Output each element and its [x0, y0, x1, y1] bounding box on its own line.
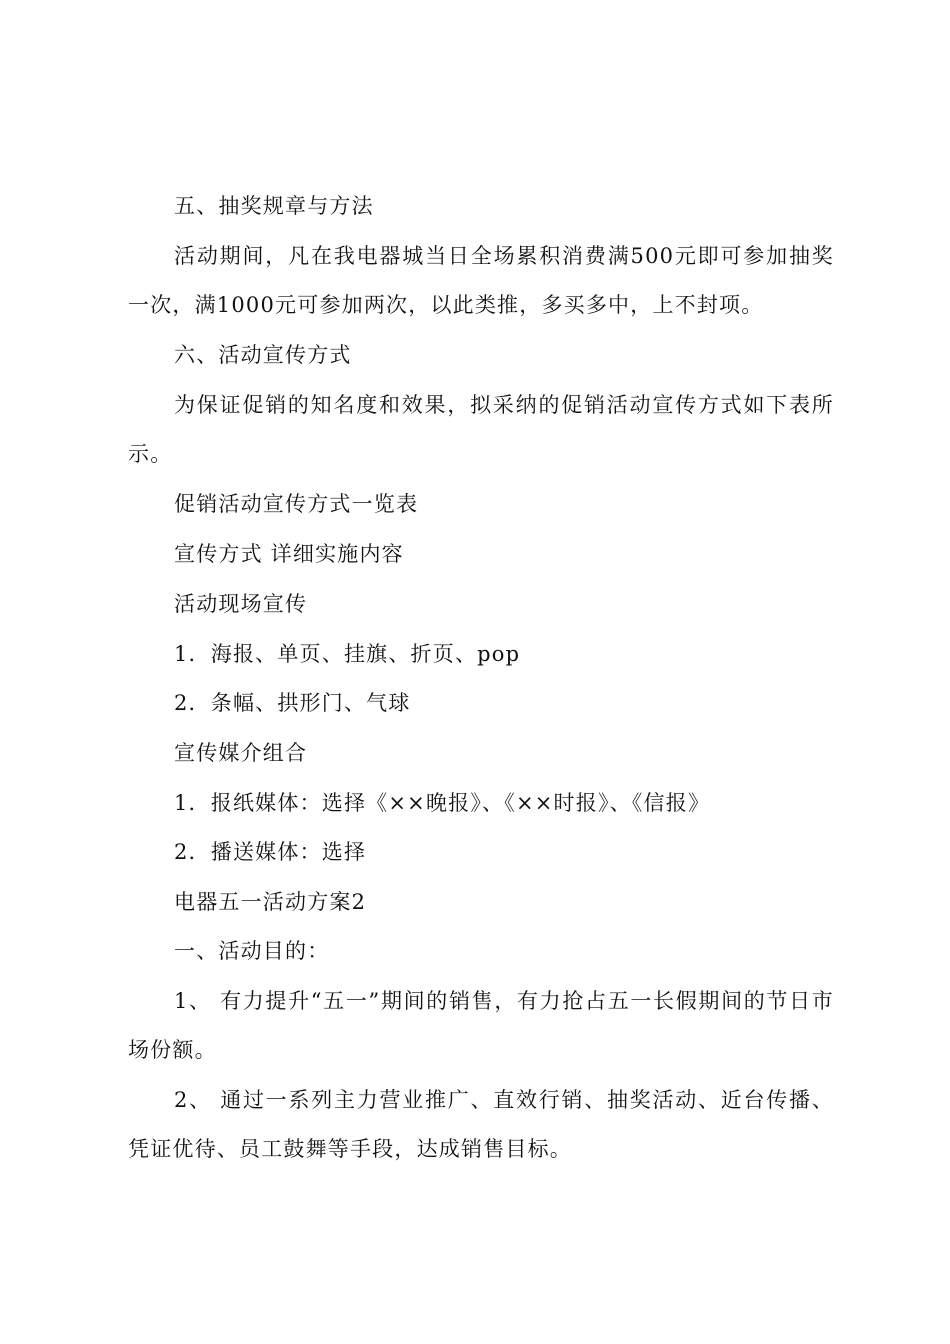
section-heading-lottery-rules: 五、抽奖规章与方法 [174, 194, 374, 218]
list-item: 1．海报、单页、挂旗、折页、pop [174, 642, 521, 666]
section-title-plan-2: 电器五一活动方案2 [174, 890, 367, 914]
table-title: 促销活动宣传方式一览表 [174, 492, 419, 516]
list-item: 2．播送媒体：选择 [174, 840, 367, 864]
list-item: 2．条幅、拱形门、气球 [174, 691, 411, 715]
table-header: 宣传方式 详细实施内容 [174, 542, 404, 566]
list-item: 1．报纸媒体：选择《××晚报》、《××时报》、《信报》 [174, 791, 711, 815]
paragraph-lottery-conditions: 活动期间，凡在我电器城当日全场累积消费满500元即可参加抽奖一次，满1000元可参加两次，以此类推，多买多中，上不封项。 [128, 244, 834, 317]
paragraph-promotion-intro: 为保证促销的知名度和效果，拟采纳的促销活动宣传方式如下表所示。 [128, 393, 834, 466]
paragraph-objective-1: 1、 有力提升“五一”期间的销售，有力抢占五一长假期间的节日市场份额。 [128, 989, 834, 1062]
paragraph-objective-2: 2、 通过一系列主力营业推广、直效行销、抽奖活动、近台传播、凭证优待、员工鼓舞等手段，达成销售目标。 [128, 1088, 834, 1161]
section-heading-objectives: 一、活动目的： [174, 939, 330, 963]
table-row-onsite: 活动现场宣传 [174, 592, 308, 616]
table-row-media: 宣传媒介组合 [174, 741, 308, 765]
section-heading-promotion-methods: 六、活动宣传方式 [174, 343, 352, 367]
